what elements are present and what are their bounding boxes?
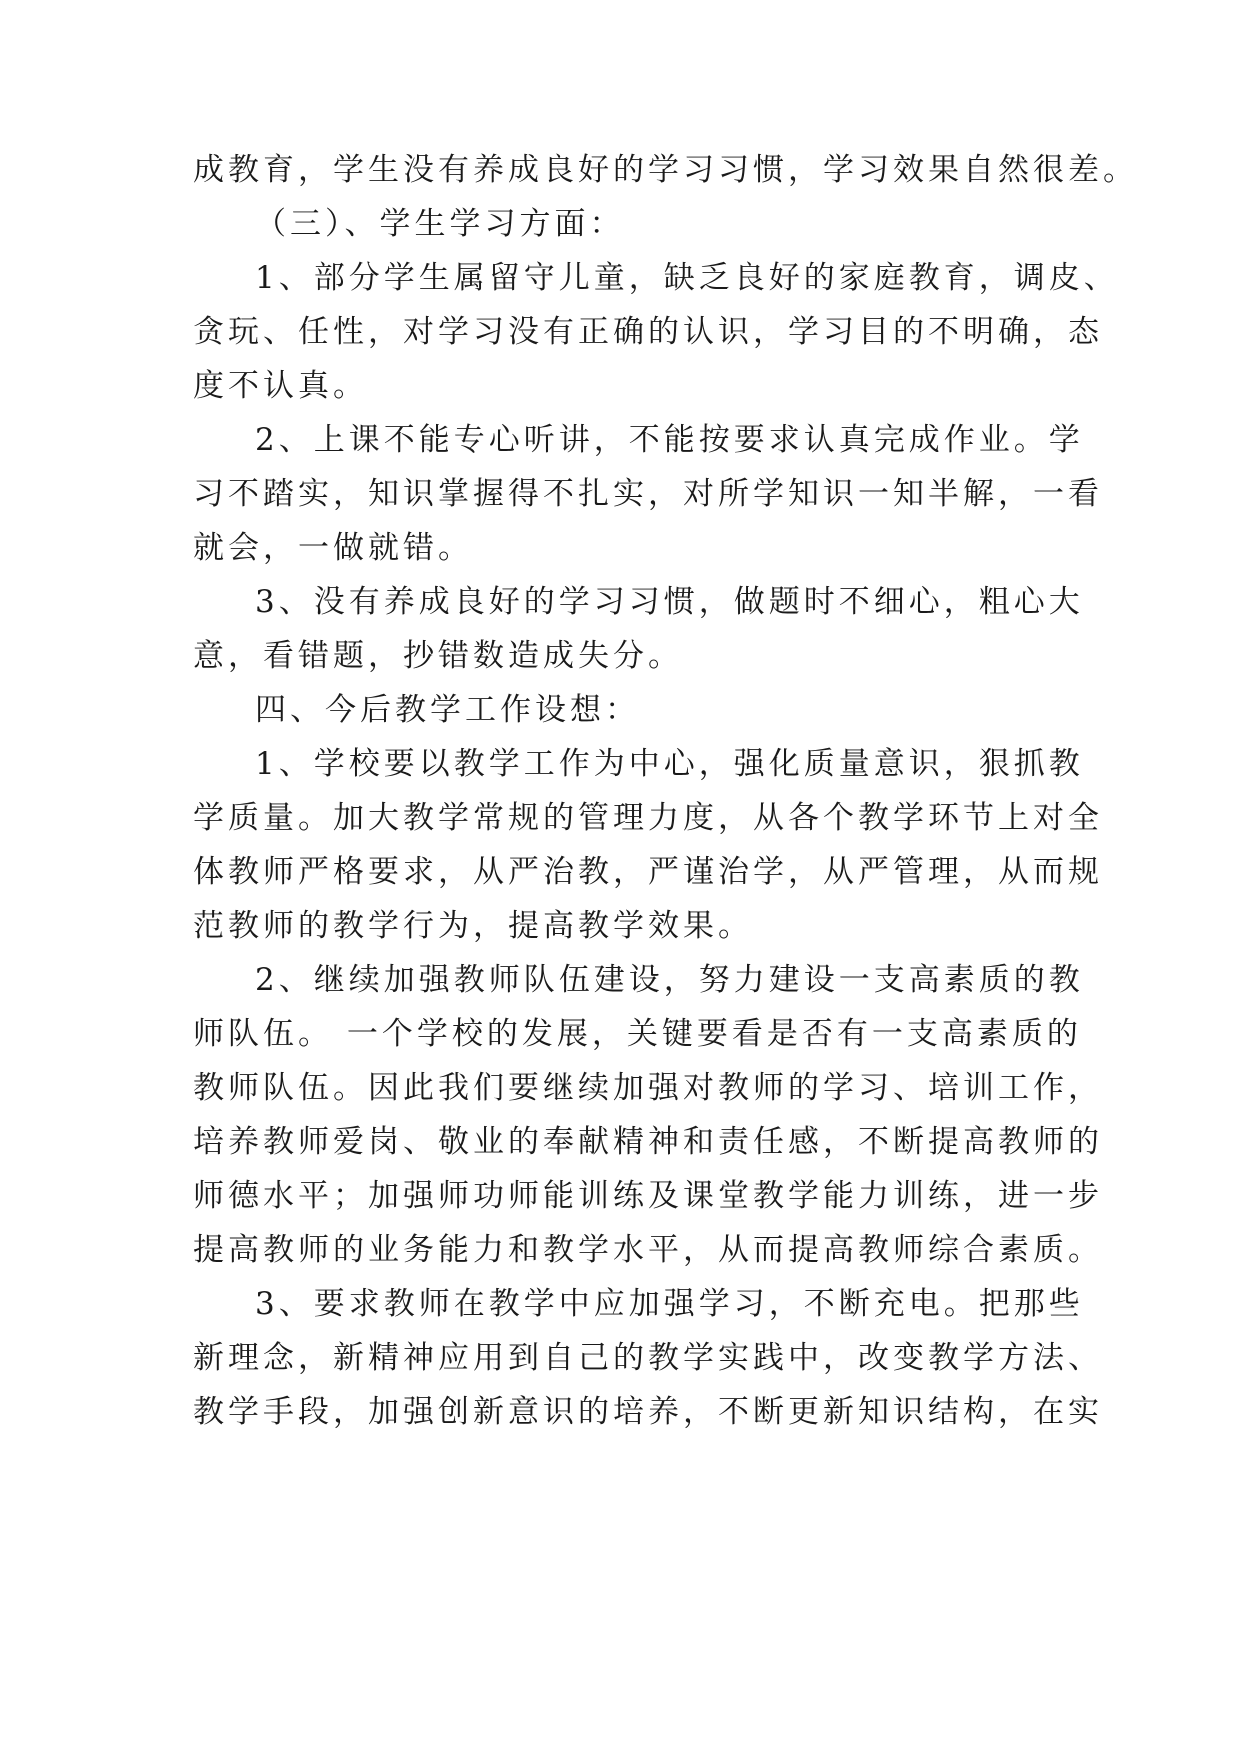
text-line: 就会，一做就错。	[193, 530, 473, 566]
text-line: 教学手段，加强创新意识的培养，不断更新知识结构，在实	[193, 1394, 1103, 1430]
text-line: 1、部分学生属留守儿童，缺乏良好的家庭教育，调皮、	[255, 260, 1119, 296]
text-line: 成教育，学生没有养成良好的学习习惯，学习效果自然很差。	[193, 152, 1138, 188]
text-line: 1、学校要以教学工作为中心，强化质量意识，狠抓教	[255, 746, 1084, 782]
text-line: 贪玩、任性，对学习没有正确的认识，学习目的不明确，态	[193, 314, 1103, 350]
text-line: 新理念，新精神应用到自己的教学实践中，改变教学方法、	[193, 1340, 1103, 1376]
text-line: 3、要求教师在教学中应加强学习，不断充电。把那些	[255, 1286, 1084, 1322]
text-line: 范教师的教学行为，提高教学效果。	[193, 908, 753, 944]
text-line: 2、继续加强教师队伍建设，努力建设一支高素质的教	[255, 962, 1084, 998]
text-line: 体教师严格要求，从严治教，严谨治学，从严管理，从而规	[193, 854, 1103, 890]
text-line: 提高教师的业务能力和教学水平，从而提高教师综合素质。	[193, 1232, 1103, 1268]
section-heading: （三）、学生学习方面：	[255, 206, 625, 242]
text-line: 学质量。加大教学常规的管理力度，从各个教学环节上对全	[193, 800, 1103, 836]
text-line: 师德水平；加强师功师能训练及课堂教学能力训练，进一步	[193, 1178, 1103, 1214]
text-line: 师队伍。 一个学校的发展，关键要看是否有一支高素质的	[193, 1016, 1082, 1052]
text-line: 培养教师爱岗、敬业的奉献精神和责任感，不断提高教师的	[193, 1124, 1103, 1160]
section-heading: 四、今后教学工作设想：	[255, 692, 640, 728]
text-line: 3、没有养成良好的学习习惯，做题时不细心，粗心大	[255, 584, 1084, 620]
text-line: 2、上课不能专心听讲，不能按要求认真完成作业。学	[255, 422, 1084, 458]
text-line: 度不认真。	[193, 368, 368, 404]
text-line: 习不踏实，知识掌握得不扎实，对所学知识一知半解，一看	[193, 476, 1103, 512]
text-line: 意，看错题，抄错数造成失分。	[193, 638, 683, 674]
text-line: 教师队伍。因此我们要继续加强对教师的学习、培训工作，	[193, 1070, 1103, 1106]
